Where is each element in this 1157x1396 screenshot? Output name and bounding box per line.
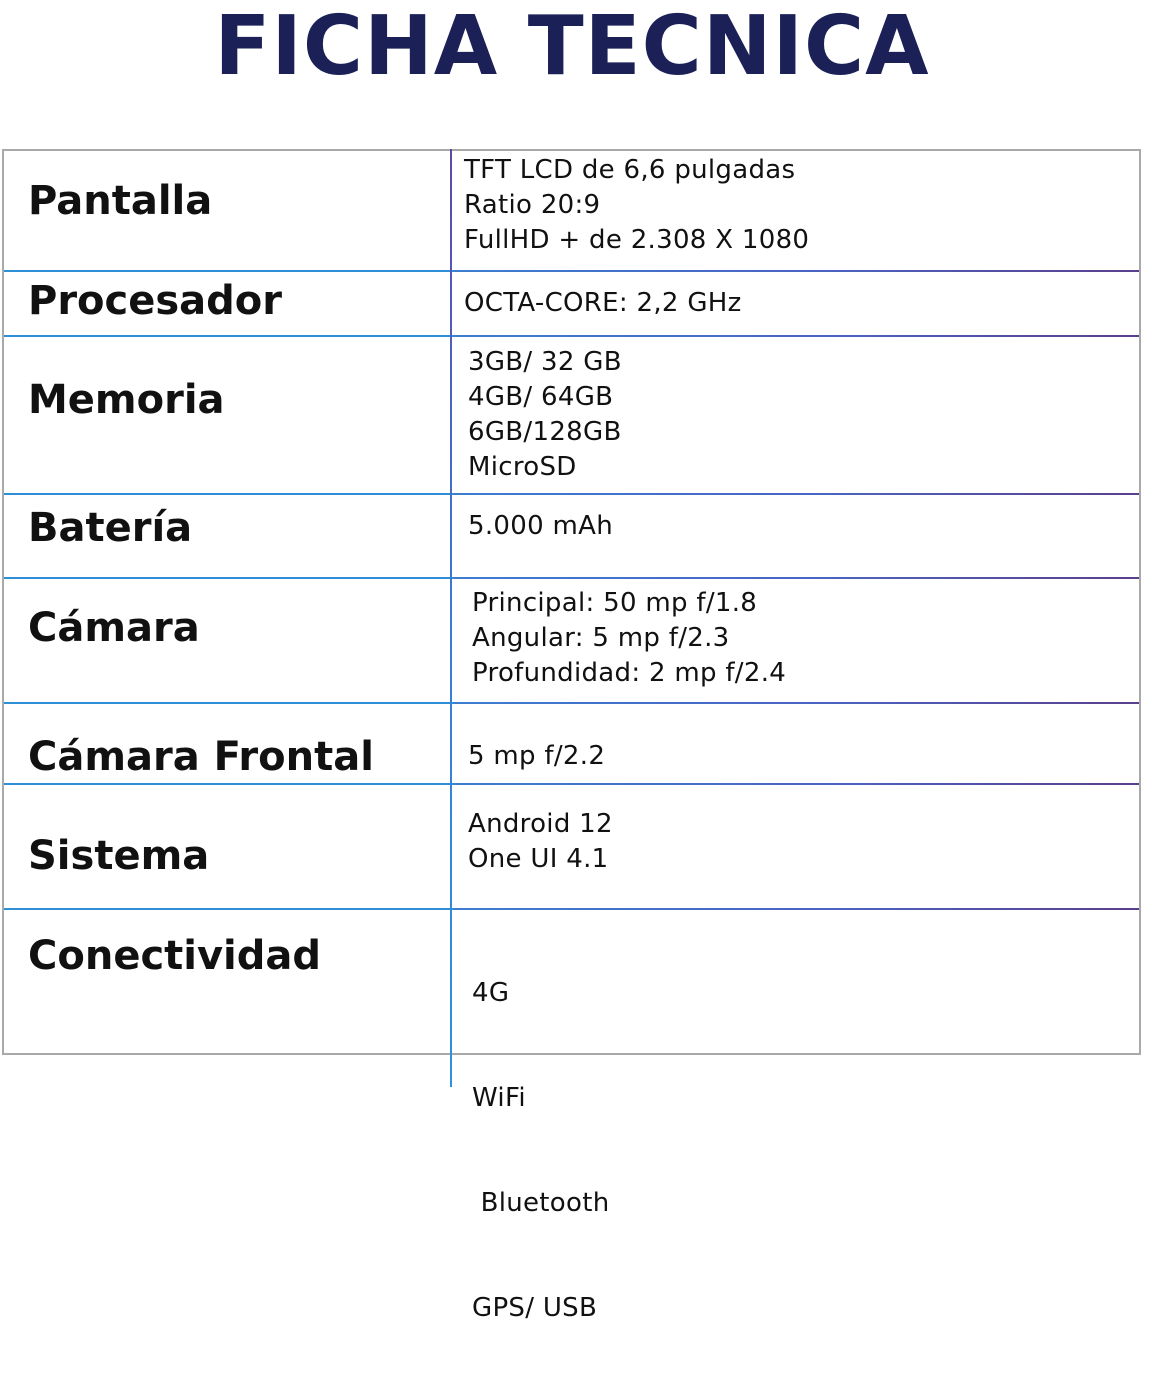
spec-line: Angular: 5 mp f/2.3 (472, 623, 730, 653)
spec-line: GPS/ USB (472, 1293, 598, 1323)
spec-line: OCTA-CORE: 2,2 GHz (464, 288, 742, 318)
row-divider (454, 783, 1139, 785)
spec-value-camara (472, 586, 786, 691)
row-divider (4, 702, 454, 704)
spec-line: 5 mp f/2.2 (468, 741, 606, 771)
spec-line: 4G (472, 978, 510, 1008)
spec-value-sistema (468, 807, 613, 877)
spec-value-bateria (468, 509, 613, 544)
spec-value-procesador (464, 286, 742, 321)
row-divider (4, 908, 454, 910)
spec-value-camara-frontal (468, 739, 605, 774)
column-divider (450, 149, 452, 1087)
spec-label-memoria: Memoria (28, 377, 225, 423)
spec-line: Ratio 20:9 (464, 190, 601, 220)
spec-label-camara: Cámara (28, 605, 200, 651)
spec-line: 6GB/128GB (468, 417, 622, 447)
row-divider (4, 270, 454, 272)
spec-line: Principal: 50 mp f/1.8 (472, 588, 758, 618)
spec-line: 4GB/ 64GB (468, 382, 614, 412)
spec-line: Bluetooth (472, 1188, 610, 1218)
spec-line: 3GB/ 32 GB (468, 347, 622, 377)
spec-line: Profundidad: 2 mp f/2.4 (472, 658, 787, 688)
spec-value-pantalla (464, 153, 809, 258)
spec-line: Android 12 (468, 809, 613, 839)
spec-table (2, 149, 1141, 1323)
row-divider (4, 493, 454, 495)
row-divider (454, 270, 1139, 272)
row-divider (454, 577, 1139, 579)
row-divider (454, 493, 1139, 495)
spec-label-bateria: Batería (28, 505, 193, 551)
row-divider (4, 577, 454, 579)
spec-line: One UI 4.1 (468, 844, 609, 874)
spec-line: WiFi (472, 1083, 526, 1113)
spec-line: 5.000 mAh (468, 511, 613, 541)
spec-value-conectividad (472, 906, 609, 1396)
spec-label-sistema: Sistema (28, 833, 210, 879)
spec-label-conectividad: Conectividad (28, 933, 322, 979)
spec-line: FullHD + de 2.308 X 1080 (464, 225, 810, 255)
spec-label-procesador: Procesador (28, 278, 283, 324)
row-divider (454, 335, 1139, 337)
row-divider (4, 783, 454, 785)
spec-label-camara-frontal: Cámara Frontal (28, 734, 374, 780)
row-divider (454, 702, 1139, 704)
row-divider (4, 335, 454, 337)
spec-line: MicroSD (468, 452, 577, 482)
page-title: FICHA TECNICA (214, 0, 930, 94)
spec-value-memoria (468, 345, 622, 485)
spec-label-pantalla: Pantalla (28, 178, 213, 224)
spec-line: TFT LCD de 6,6 pulgadas (464, 155, 796, 185)
